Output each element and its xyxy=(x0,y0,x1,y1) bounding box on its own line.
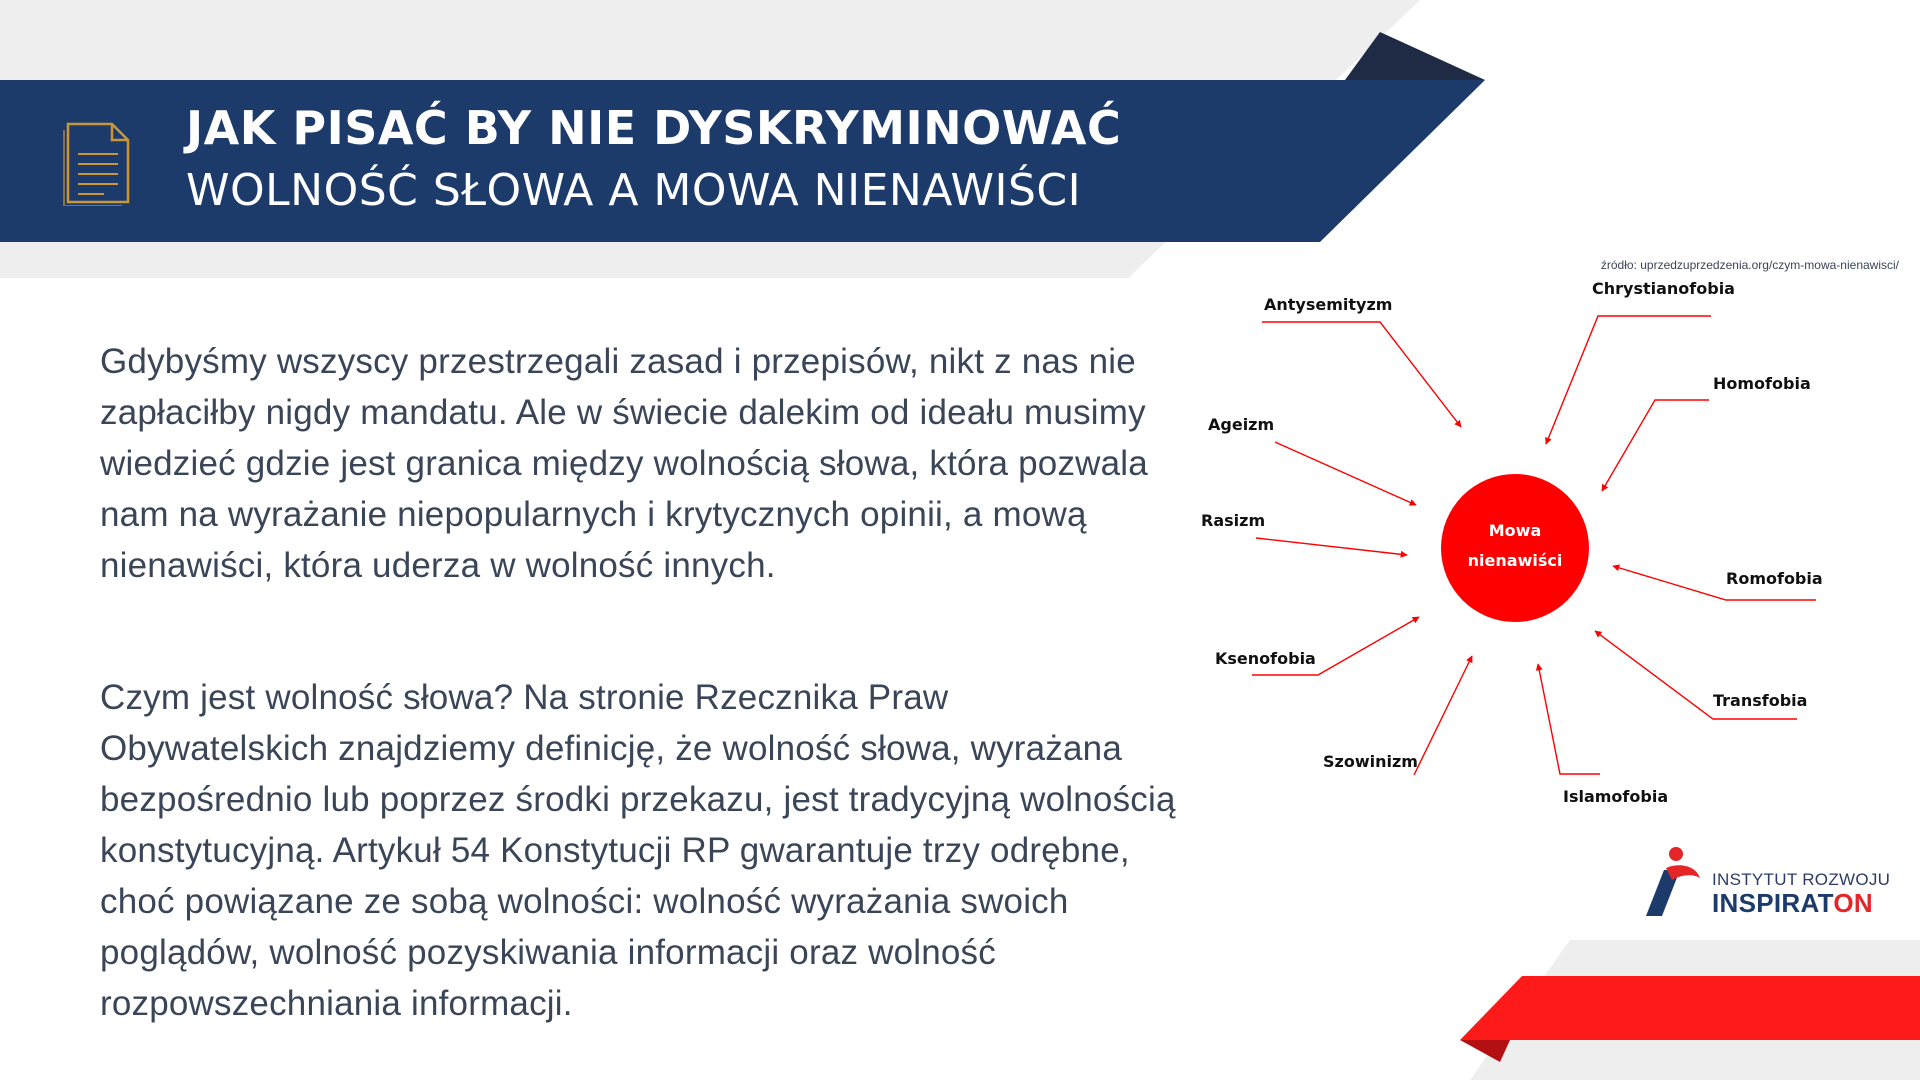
inspiraton-logo xyxy=(1640,846,1900,918)
center-label-line2: nienawiści xyxy=(1467,551,1563,570)
definition-paragraph: Czym jest wolność słowa? Na stronie Rzecznika Praw Obywatelskich znajdziemy definicję, że wolność słowa, wyrażana bezpośrednio lub poprzez środki przekazu, jest tradycyjną wolnością konstytucyjną. Artykuł 54 Konstytucji RP gwarantuje trzy odrębne, choć powiązane ze sobą wolności: wolność wyrażania swoich poglądów, wolność pozyskiwania informacji oraz wolność rozpowszechniania informacji. xyxy=(100,678,1176,1023)
arrow-antysemityzm xyxy=(1262,322,1461,427)
label-szowinizm: Szowinizm xyxy=(1323,752,1418,771)
logo-line2 xyxy=(1712,888,1873,919)
label-transfobia: Transfobia xyxy=(1713,691,1808,710)
page-title: JAK PISAĆ BY NIE DYSKRYMINOWAĆ xyxy=(186,101,1122,155)
center-circle xyxy=(1441,474,1589,622)
logo-mark-icon xyxy=(1640,846,1704,918)
document-icon xyxy=(62,120,134,206)
label-ksenofobia: Ksenofobia xyxy=(1215,649,1316,668)
label-antysemityzm: Antysemityzm xyxy=(1264,295,1393,314)
red-bottom-band xyxy=(1460,976,1920,1040)
center-label-line1: Mowa xyxy=(1488,521,1542,540)
label-chrystianofobia: Chrystianofobia xyxy=(1592,279,1735,298)
arrow-szowinizm xyxy=(1414,656,1472,775)
label-rasizm: Rasizm xyxy=(1201,511,1266,530)
label-romofobia: Romofobia xyxy=(1726,569,1823,588)
label-homofobia: Homofobia xyxy=(1713,374,1811,393)
header xyxy=(186,96,1121,222)
source-note: źródło: uprzedzuprzedzenia.org/czym-mowa-nienawisci/ xyxy=(1600,258,1899,272)
label-islamofobia: Islamofobia xyxy=(1563,787,1669,806)
logo-line2-part1: INSPIRAT xyxy=(1712,888,1834,918)
arrow-islamofobia xyxy=(1538,664,1600,774)
arrow-rasizm xyxy=(1256,538,1407,555)
page-subtitle: WOLNOŚĆ SŁOWA A MOWA NIENAWIŚCI xyxy=(186,165,1082,216)
hate-speech-diagram xyxy=(1180,270,1920,830)
arrow-chrystianofobia xyxy=(1546,316,1711,444)
logo-line2-part2: ON xyxy=(1833,888,1873,918)
intro-paragraph: Gdybyśmy wszyscy przestrzegali zasad i przepisów, nikt z nas nie zapłaciłby nigdy mandatu. Ale w świecie dalekim od ideału musimy wiedzieć gdzie jest granica między wolnością słowa, która pozwala nam na wyrażanie niepopularnych i krytycznych opinii, a mową nienawiści, która uderza w wolność innych. xyxy=(100,342,1148,585)
label-ageizm: Ageizm xyxy=(1208,415,1275,434)
logo-line1: INSTYTUT ROZWOJU xyxy=(1712,870,1891,889)
arrow-ageizm xyxy=(1275,442,1416,505)
arrow-homofobia xyxy=(1602,400,1709,491)
